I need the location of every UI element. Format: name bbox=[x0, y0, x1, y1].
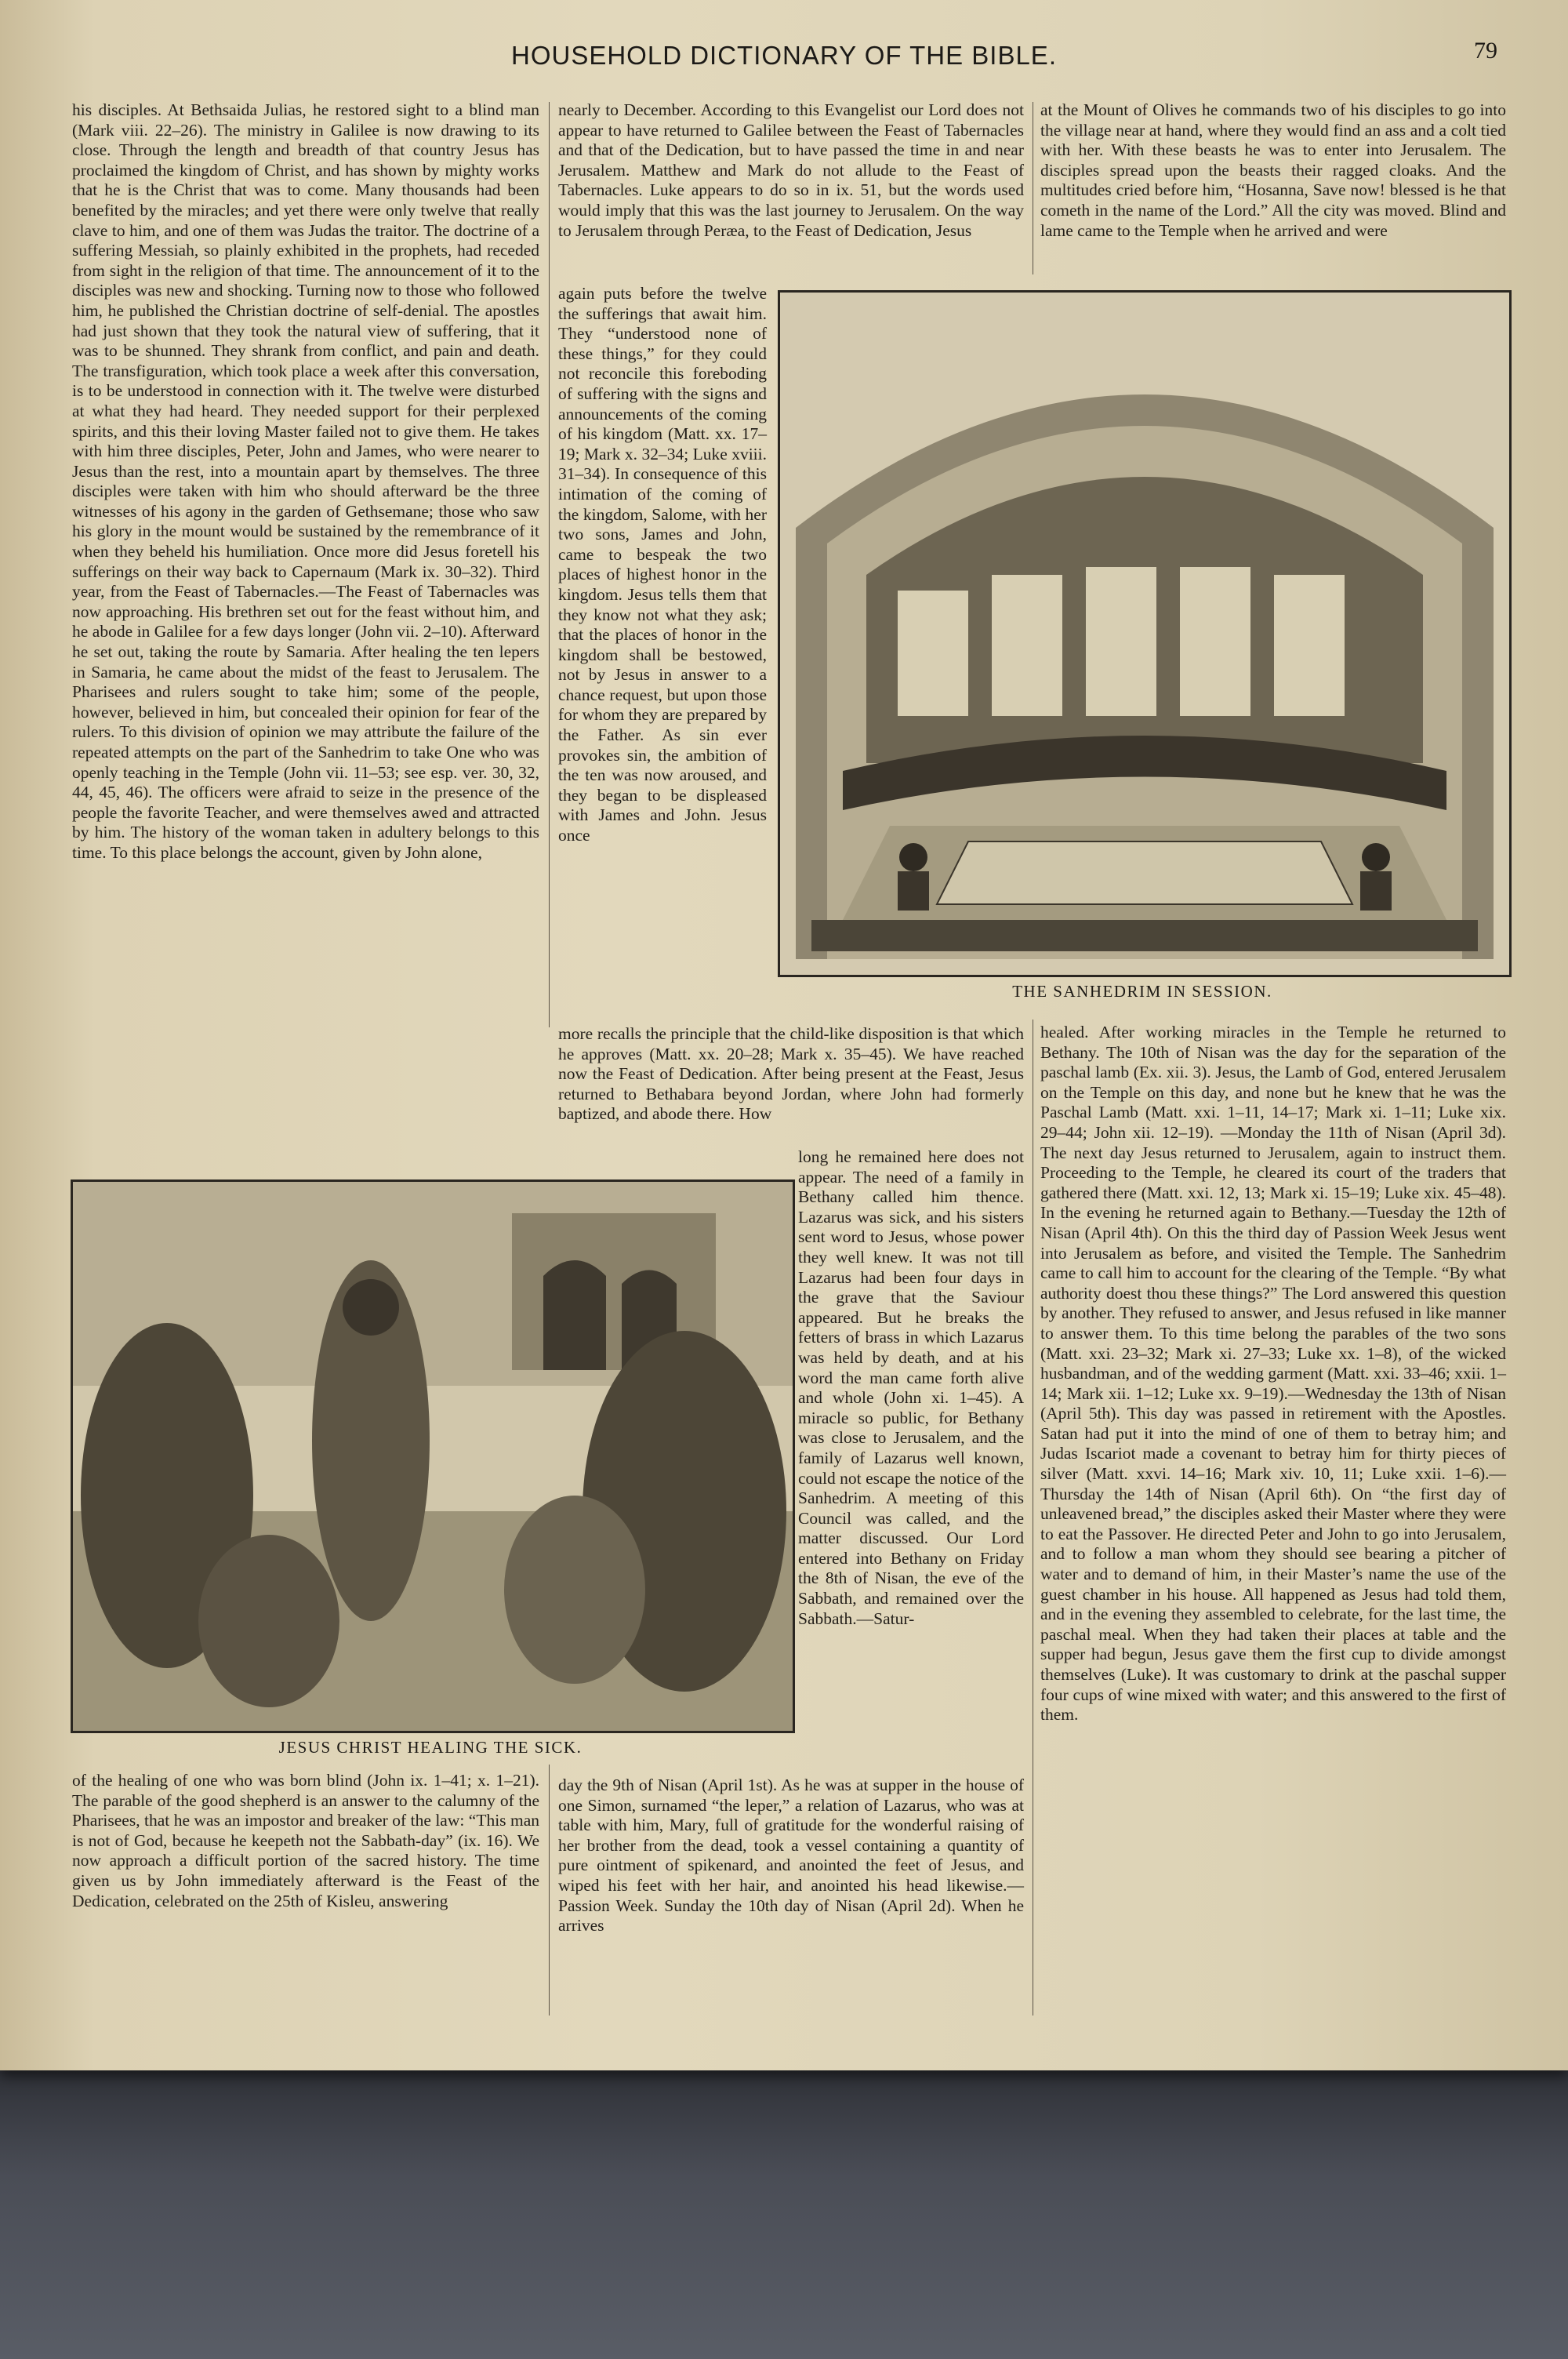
column-middle-top bbox=[558, 100, 1024, 281]
paragraph: his disciples. At Bethsaida Julias, he restored sight to a blind man (Mark viii. 22–26). The ministry in Galilee is now drawing to its close. Through the length and breadth of that country Jesus has proclaimed the kingdom of Christ, and has shown by mighty works that he is the Christ that was to come. Many thousands had been benefited by the miracles; and yet there were only twelve that really clave to him, and one of them was Judas the traitor. The doctrine of a suffering Messiah, so plainly exhibited in the prophets, had receded from sight in the religion of that time. The announcement of it to the disciples was new and shocking. Turning now to those who followed him, he published the Christian doctrine of self-denial. The apostles had just shown that they took the natural view of suffering, that it was to be shunned. They shrank from conflict, and pain and death. The transfiguration, which took place a week after this conversation, is to be understood in connection with it. The twelve were disturbed at what they had heard. They needed support for their perplexed spirits, and this their loving Master failed not to give them. He takes with him three disciples, Peter, John and James, who were nearer to Jesus than the rest, into a mountain apart by themselves. The three disciples were taken with him who should afterward be the three witnesses of his agony in the garden of Gethsemane; those who saw his glory in the mount would be sustained by the remembrance of it when they beheld his humiliation. Once more did Jesus foretell his sufferings on their way back to Capernaum (Mark ix. 30–32). Third year, from the Feast of Tabernacles.—The Feast of Tabernacles was now approaching. His brethren set out for the feast without him, and he abode in Galilee for a few days longer (John vii. 2–10). Afterward he set out, taking the route by Samaria. After healing the ten lepers in Samaria, he came about the midst of the feast to Jerusalem. The Pharisees and rulers sought to take him; some of the people, however, believed in him, but concealed their opinion for fear of the rulers. To this division of opinion we may attribute the failure of the repeated attempts on the part of the Sanhedrim to take One who was openly teaching in the Temple (John vii. 11–53; see esp. ver. 30, 32, 44, 45, 46). The officers were afraid to seize in the presence of the people the favorite Teacher, and were themselves awed and attracted by him. The history of the woman taken in adultery belongs to this time. To this place belongs the account, given by John alone, bbox=[72, 100, 539, 862]
paragraph: long he remained here does not appear. The need of a family in Bethany called him thence. Lazarus was sick, and his sisters sent word to Jesus, whose power they well knew. It was not till Lazarus had been four days in the grave that the Saviour appeared. But he breaks the fetters of brass in which Lazarus was held by death, and at his word the man came forth alive and whole (John xi. 1–45). A miracle so public, for Bethany was close to Jerusalem, and the family of Lazarus well known, could not escape the notice of the Sanhedrim. A meeting of this Council was called, and the matter discussed. Our Lord entered into Bethany on Friday the 8th of Nisan, the eve of the Sabbath, and remained over the Sabbath.—Satur- bbox=[798, 1147, 1024, 1628]
column-middle-narrow2 bbox=[798, 1147, 1024, 1775]
paragraph: at the Mount of Olives he commands two of his disciples to go into the village near at hand, where they would find an ass and a colt tied with her. With these beasts he was to enter into Jerusalem. The disciples spread upon the beasts their ragged cloaks. And the multitudes cried before him, “Hosanna, Save now! blessed is he that cometh in the name of the Lord.” All the city was moved. Blind and lame came to the Temple when he arrived and were bbox=[1040, 100, 1506, 240]
column-middle-bottom bbox=[558, 1776, 1024, 2026]
column-left-top bbox=[72, 100, 539, 1151]
column-middle-narrow bbox=[558, 284, 767, 1020]
paragraph: day the 9th of Nisan (April 1st). As he was at supper in the house of one Simon, surnamed “the leper,” a relation of Lazarus, who was at table with him, Mary, full of gratitude for the wonderful raising of her brother from the dead, took a vessel containing a quantity of pure ointment of spikenard, and anointed the feet of Jesus, and wiped his feet with her hair, and anointed his head likewise.—Passion Week. Sunday the 10th day of Nisan (April 2d). When he arrives bbox=[558, 1776, 1024, 1936]
column-left-bottom bbox=[72, 1771, 539, 2022]
column-rule bbox=[549, 102, 550, 1027]
healing-figure bbox=[71, 1180, 795, 1733]
paragraph: of the healing of one who was born blind (John ix. 1–41; x. 1–21). The parable of the good shepherd is an answer to the calumny of the Pharisees, that he was an impostor and breaker of the law: “This man is not of God, because he keepeth not the Sabbath-day” (ix. 16). We now approach a difficult portion of the sacred history. The time given us by John immediately afterward is the Feast of the Dedication, celebrated on the 25th of Kisleu, answering bbox=[72, 1771, 539, 1910]
column-right-bottom bbox=[1040, 1023, 1506, 2034]
page-number: 79 bbox=[1474, 38, 1497, 64]
sanhedrim-figure bbox=[778, 290, 1512, 977]
paragraph: again puts before the twelve the sufferings that await him. They “understood none of these things,” for they could not reconcile this foreboding of suffering with the signs and announcements of the coming of his kingdom (Matt. xx. 17–19; Mark x. 32–34; Luke xviii. 31–34). In consequence of this intimation of the coming of the kingdom, Salome, with her two sons, James and John, came to bespeak the two places of highest honor in the kingdom. Jesus tells them that they know not what they ask; that the places of honor in the kingdom shall be bestowed, not by Jesus in answer to a chance request, but upon those for whom they are prepared by the Father. As sin ever provokes sin, the ambition of the ten was now aroused, and they began to be displeased with James and John. Jesus once bbox=[558, 284, 767, 845]
running-header: HOUSEHOLD DICTIONARY OF THE BIBLE. bbox=[511, 41, 1057, 70]
sanhedrim-caption: THE SANHEDRIM IN SESSION. bbox=[1012, 982, 1272, 1001]
column-right-top bbox=[1040, 100, 1506, 281]
desk-background bbox=[0, 2055, 1568, 2359]
paragraph: more recalls the principle that the child-like disposition is that which he approves (Matt. xx. 20–28; Mark x. 35–45). We have reached now the Feast of Dedication. After being present at the Feast, Jesus returned to Bethabara beyond Jordan, where John had formerly baptized, and abode there. How bbox=[558, 1024, 1024, 1124]
column-middle-mid bbox=[558, 1024, 1024, 1150]
sanhedrim-engraving-icon bbox=[780, 293, 1509, 975]
column-rule bbox=[549, 1765, 550, 2016]
healing-caption: JESUS CHRIST HEALING THE SICK. bbox=[278, 1738, 583, 1757]
paragraph: nearly to December. According to this Evangelist our Lord does not appear to have returned to Galilee between the Feast of Tabernacles and that of the Dedication, but to have passed the time in and near Jerusalem. Matthew and Mark do not allude to the Feast of Tabernacles. Luke appears to do so in ix. 51, but the words used would imply that this was the last journey to Jerusalem. On the way to Jerusalem through Peræa, to the Feast of Dedication, Jesus bbox=[558, 100, 1024, 240]
paragraph: healed. After working miracles in the Temple he returned to Bethany. The 10th of Nisan was the day for the separation of the paschal lamb (Ex. xii. 3). Jesus, the Lamb of God, entered Jerusalem on the Temple on this day, and none but he knew that he was the Paschal Lamb (Matt. xxi. 1–11, 14–17; Mark xi. 1–11; Luke xix. 29–44; John xii. 12–19). —Monday the 11th of Nisan (April 3d). The next day Jesus returned to Jerusalem, again to instruct them. Proceeding to the Temple, he cleared its court of the traders that gathered there (Matt. xxi. 12, 13; Mark xi. 15–19; Luke xix. 45–48). In the evening he returned again to Bethany.—Tuesday the 12th of Nisan (April 4th). On this the third day of Passion Week Jesus went into Jerusalem as before, and visited the Temple. The Sanhedrim came to call him to account for the clearing of the Temple. “By what authority doest thou these things?” The Lord answered this question by another. They refused to answer, and Jesus refused in like manner to answer them. To this time belong the parables of the two sons (Matt. xxi. 23–32; Mark xi. 27–33; Luke xx. 1–8), of the wicked husbandman, and of the wedding garment (Matt. xxi. 33–46; xxii. 1–14; Mark xii. 1–12; Luke xx. 9–19).—Wednesday the 13th of Nisan (April 5th). This day was passed in retirement with the Apostles. Satan had put it into the mind of one of them to betray him; and Judas Iscariot made a covenant to betray him for thirty pieces of silver (Matt. xxvi. 14–16; Mark xiv. 10, 11; Luke xxii. 1–6).—Thursday the 14th of Nisan (April 6th). On “the first day of unleavened bread,” the disciples asked their Master where they were to eat the Passover. He directed Peter and John to go into Jerusalem, and to follow a man whom they should see bearing a pitcher of water and to demand of him, in their Master’s name the use of the guest chamber in his house. All happened as Jesus had told them, and in the evening they assembled to celebrate, for the last time, the paschal meal. When they had taken their places at table and the supper had begun, Jesus gave them the first cup to divide amongst themselves (Luke). It was customary to drink at the paschal supper four cups of wine mixed with water; and this answered to the first of them. bbox=[1040, 1023, 1506, 1725]
healing-engraving-icon bbox=[73, 1182, 793, 1731]
